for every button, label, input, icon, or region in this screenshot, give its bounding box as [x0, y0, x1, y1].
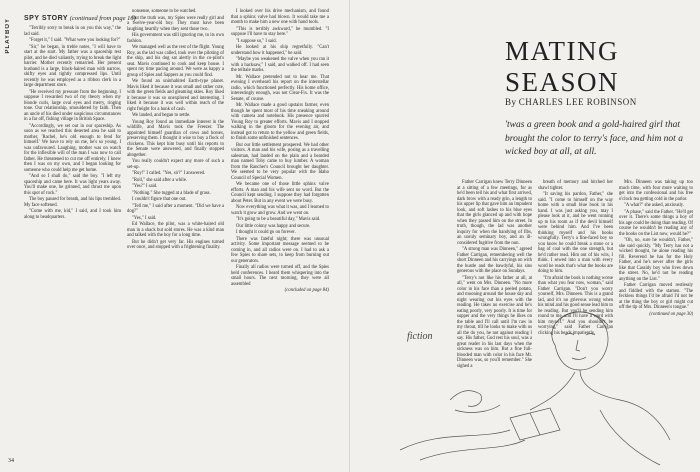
- paragraph: "I suppose so," I said.: [236, 38, 277, 44]
- paragraph: Our little colony was happy and secure.: [236, 223, 311, 229]
- paragraph: "Sir," he began, in treble notes, "I will have to start at the start. My father was a spaceship test pilot, and he died valiantly, trying to break the light barrier. Mother recently remarried. Her present husband is a large, black-haired man with narrow, shifty eyes and tightly compressed lips. Until recently he was employed as a ribbon clerk in a large department store.: [24, 44, 121, 88]
- paragraph: Ed Wallace, the pilot, was a white-haired old man in a shack but sold stores. He was a kind man and talked with the boy for a long time.: [127, 222, 224, 238]
- paragraph: We became one of those little sphinx valve efforts. A man and his wife sent no word. But the Council kept sending. I suppose they had forgotten about Peter. But in any event we were busy.: [231, 182, 329, 204]
- page-number: 34: [8, 458, 14, 464]
- paragraph: "Roll," she said after a while.: [132, 177, 187, 183]
- vertical-magazine-label: PLAYBOY: [5, 18, 11, 54]
- paragraph: Young Roy found an immediate interest in the wildlife, and Mavis took the Freezer. The appointed himself guardian of cows and horses, preserving them. I thought it wise to buy a flock of chickens. This kept him busy until his reports to the Senate were answered, and finally stopped altogether.: [127, 119, 224, 158]
- paragraph: I looked over his drive mechanism, and found that a sphinx valve had blown. It would take me a month to make him a new one with hand tools.: [231, 9, 329, 25]
- left-column-2: [127, 9, 224, 464]
- paragraph: Father Carrigan moved restlessly and fiddled with the stamen. "The feckless things I'd be afraid I'd not be at the thing the boy or girl might cut off the tip of Mrs. Dinneen's tongue.": [619, 283, 693, 310]
- paragraph: He looked at his ship regretfully. "Can't understand how it happened," he said.: [231, 45, 329, 56]
- paragraph: "Oh, no, sure he wouldn't, Father," she said quickly. "My Terry has not a wicked thought, he alone reading his fill. Reverend he has for the Holy Father, and he's never after the girls like that Cassidy boy who lives down the street. No, he'd not be reading anything on the List.": [619, 238, 693, 282]
- continuation-note: (continued on page 30): [649, 311, 693, 317]
- byline-prefix: By: [505, 97, 517, 107]
- article-title: MATING SEASON: [505, 36, 620, 97]
- paragraph: But he didn't get very far. His engines turned over once, and stopped with a frightening finality.: [127, 239, 224, 250]
- article-deck: 'twas a green book and a gold-haired girl that brought the color to terry's face, and him not a wicked boy at all, at all.: [505, 120, 683, 157]
- paragraph: "Nothing." She tugged at a blade of grass.: [132, 190, 211, 196]
- paragraph: "And so I shall do," said the boy. "I left my spaceship and came here. It was light years away. You'll make one, he grinned, and thrust me upon this spot of rock.": [24, 174, 121, 196]
- paragraph: I couldn't figure that one out.: [132, 197, 187, 202]
- left-column-1: [24, 26, 121, 464]
- paragraph: "A what?" she asked, anxiously.: [624, 203, 685, 208]
- right-page: [350, 0, 700, 472]
- paragraph: Mrs. Dinneen was taking up too much time, with four more waiting to get into the confessional and his free o'clock tea getting cold in the parlor.: [619, 180, 693, 202]
- paragraph: "A strong man was Dinneen," agreed Father Carrigan, remembering well the short Dinneen and his carryings on with the hustle and the bawdyful, his sins generous with the place on Sundays.: [457, 247, 532, 274]
- paragraph: "I'm afraid the book is nothing worse than what you fear now, woman," said Father Carrigan. "Don't you worry yourself, Mrs. Dinneen. This is a grand lad, and it's no grievous wrong when his mind and his good sense lead him to be reading. But you'll be sending him round to me, and I'll have a word with him myself." And you shouldn't be worrying," said Father Carrigan clicking his beads impatiently.: [538, 275, 613, 336]
- paragraph: "Roy!" I called. "Yes, sir?" I answered.: [132, 171, 206, 176]
- running-head: [24, 14, 136, 22]
- paragraph: "Accordingly, we set out in our spaceship. As soon as we reached this deserted area he said to mother, 'Rachel, he's old enough to fend for himself.' We have to rely on me, he's so young. I was unfavoured. Laughing, mother was on watch for the inflexible will of the man I was now to call father. He threatened to cut me off entirely. I knew then I was on my own, and I began looking for someone who could help me get home.: [24, 123, 121, 173]
- paragraph: "Terribly sorry to break in on you this way," the lad said.: [24, 26, 121, 37]
- paragraph: "He received my pressure from the beginning. I suppose I rewarded two of my theory when my blonde curls, large oval eyes and merry, ringing tone. Our relationship, smouldered by faith. Then an uncle of his died under suspicious circumstances in a far off, fishing village in British Space.: [24, 89, 121, 122]
- running-head-title: SPY STORY: [24, 15, 69, 22]
- paragraph: "A phase," said the Father. "He'll get over it. There's some things a boy of his age could be doing than reading. Of course he wouldn't be reading any of the books on the List now, would he?": [619, 209, 693, 237]
- paragraph: "This is terribly awkward," he mumbled. "I suppose I'll have to stay here.": [231, 26, 329, 37]
- paragraph: Father Carrigan knew Terry Dinneen at a sitting of a few meetings, for as he'd been tell his and what first arrived, dark brow with a ready grin, a length to his upper lip that gave him an impudent look, and soft lashes to his blue eyes that the girls glanced up and with hope when they passed him on the street. In truth, though, the lad was another inquiry for when the bandying of fibs, an unruly seminary boy, and an ill-considered fugitive from the nun.: [457, 180, 532, 246]
- paragraph: But our little settlement prospered. We had other visitors. A man and his wife, posing as a travelling salesman, had landed on the plain and a bearded man named Toby came to buy lumber. A woman from the Rancher's Council brought her daughter. We seemed to be very popular with the Idaho Council of Special Women.: [231, 142, 329, 181]
- paragraph: "Terry's not like his father at all, at all," went on Mrs. Dinneen. "No more color in his face than a peeled potato, and mooning around the house day and night wearing out his eyes with the reading. He takes no exercise and he's eating poorly, very poorly. It is time for supper and the very things he likes on the table and I'll call until I'm raw in my throat, till he looks to make with us all the do you, he not against reading I say. His father, God rest his soul, was a great reader in his last days when the sickness was on him. But a fine full-blooded man with color in his face Mr. Dinneen was, so you'll remember." She sighed a: [457, 275, 532, 369]
- paragraph: The boy paused for breath, and his lips trembled. My face softened.: [24, 197, 121, 208]
- section-label: fiction: [407, 331, 433, 342]
- paragraph: breath of memory and hitched her shawl tighter.: [538, 180, 613, 191]
- paragraph: Mr. Wallace made a good upstairs farmer, even though he spent most of his time sneaking around with camera and notebook. His presence spurred Young Roy to greater efforts. Mavis and I stopped walking in the gloom for the evening air, and instead got to return to the yellow and green fields, to finish some unfinished sentences.: [231, 103, 329, 141]
- paragraph: "It saving his pardon, Father," she said. "I come to himself on the way home with a small blue book in his hand. I was just asking you, may I please look at it, and he went running up to his room as if the devil himself were behind him. And I've been thinking myself and his books wrongfully. Terry's a fine-faced boy so you know he could break a stone or a bag of coal with the one strength, but he'd rather read. Him out of his wits, I think. I sewed into a man with every word he reads that's what the books are doing to him.: [538, 192, 613, 274]
- paragraph: "Come with me, kid," I said, and I took him along to headquarters.: [24, 209, 121, 220]
- paragraph: Now everything was what it was, and I learned to watch it grow and grow. And we went on.: [231, 205, 329, 216]
- paragraph: We managed well as the rest of the flight. Young Roy, as the lad was called, took over the piloting of the ship, and his dog sat alertly in the co-pilot's seat. Mavis continued to cook and keep house. I spent my time pacing around. We were as happy a group of Spies and Sappers as you could find.: [127, 45, 224, 78]
- byline-author: CHARLES LEE ROBINSON: [518, 97, 637, 107]
- paragraph: nonsense, someone to be watched.: [132, 9, 197, 14]
- paragraph: "Tell me," I said after a moment. "Did we have a dog?": [127, 203, 224, 214]
- paragraph: "Yes," I said.: [132, 215, 157, 221]
- paragraph: "Maybe you weakened the valve when you ran it with a hacksaw," I said, and walked off. I had seen the telltale marks.: [231, 57, 329, 73]
- paragraph: "It's going to be a beautiful day," Mavis said.: [236, 217, 321, 222]
- byline: [505, 97, 637, 107]
- paragraph: "Yes?" I said.: [132, 184, 158, 189]
- paragraph: We found an uninhabited Earth-type planet. Mavis liked it because it was small and rather cute, with the green fields and gleaming skies. Roy liked it because it was so unexplored and interesting. I liked it because it was well within reach of the right freight for a hunk of cash.: [127, 79, 224, 112]
- paragraph: There was fateful night; there was unusual activity. Some important message seemed to be coming in, and all radios were on. I had to ask a few Spies to share sets, to keep from burning out our generators.: [231, 236, 329, 264]
- paragraph: Finally all radios were turned off, and the Spies held conferences. I heard them whispering into the small hours. The next morning, they were all assembled: [231, 265, 329, 287]
- paragraph: You really couldn't expect any more of such a set-up.: [127, 159, 224, 170]
- paragraph: We landed, and began to settle.: [132, 113, 191, 118]
- paragraph: His government was still ignoring me, to its own fashion.: [127, 33, 224, 44]
- paragraph: Mr. Wallace pretended not to hear me. That evening I overheard his report on the interstellar radio, which functioned perfectly. His home office, interestingly enough, was not Clear-Fix. It was the Senate, of course.: [231, 74, 329, 102]
- right-column-2: [538, 180, 613, 336]
- paragraph: "Forget it," I said. "What were you looking for?": [29, 38, 121, 43]
- running-head-continued: (continued from page 16): [69, 15, 136, 22]
- illustration-sketch: [360, 290, 690, 470]
- left-column-3: [231, 9, 329, 464]
- paragraph: I thought it could go on forever.: [236, 230, 296, 235]
- paragraph: But the truth was, my Spies were really girl and a twelve-year-old boy. They must have been laughing heartily when they sent those two.: [127, 15, 224, 32]
- continuation-note: (concluded on page 84): [284, 288, 329, 293]
